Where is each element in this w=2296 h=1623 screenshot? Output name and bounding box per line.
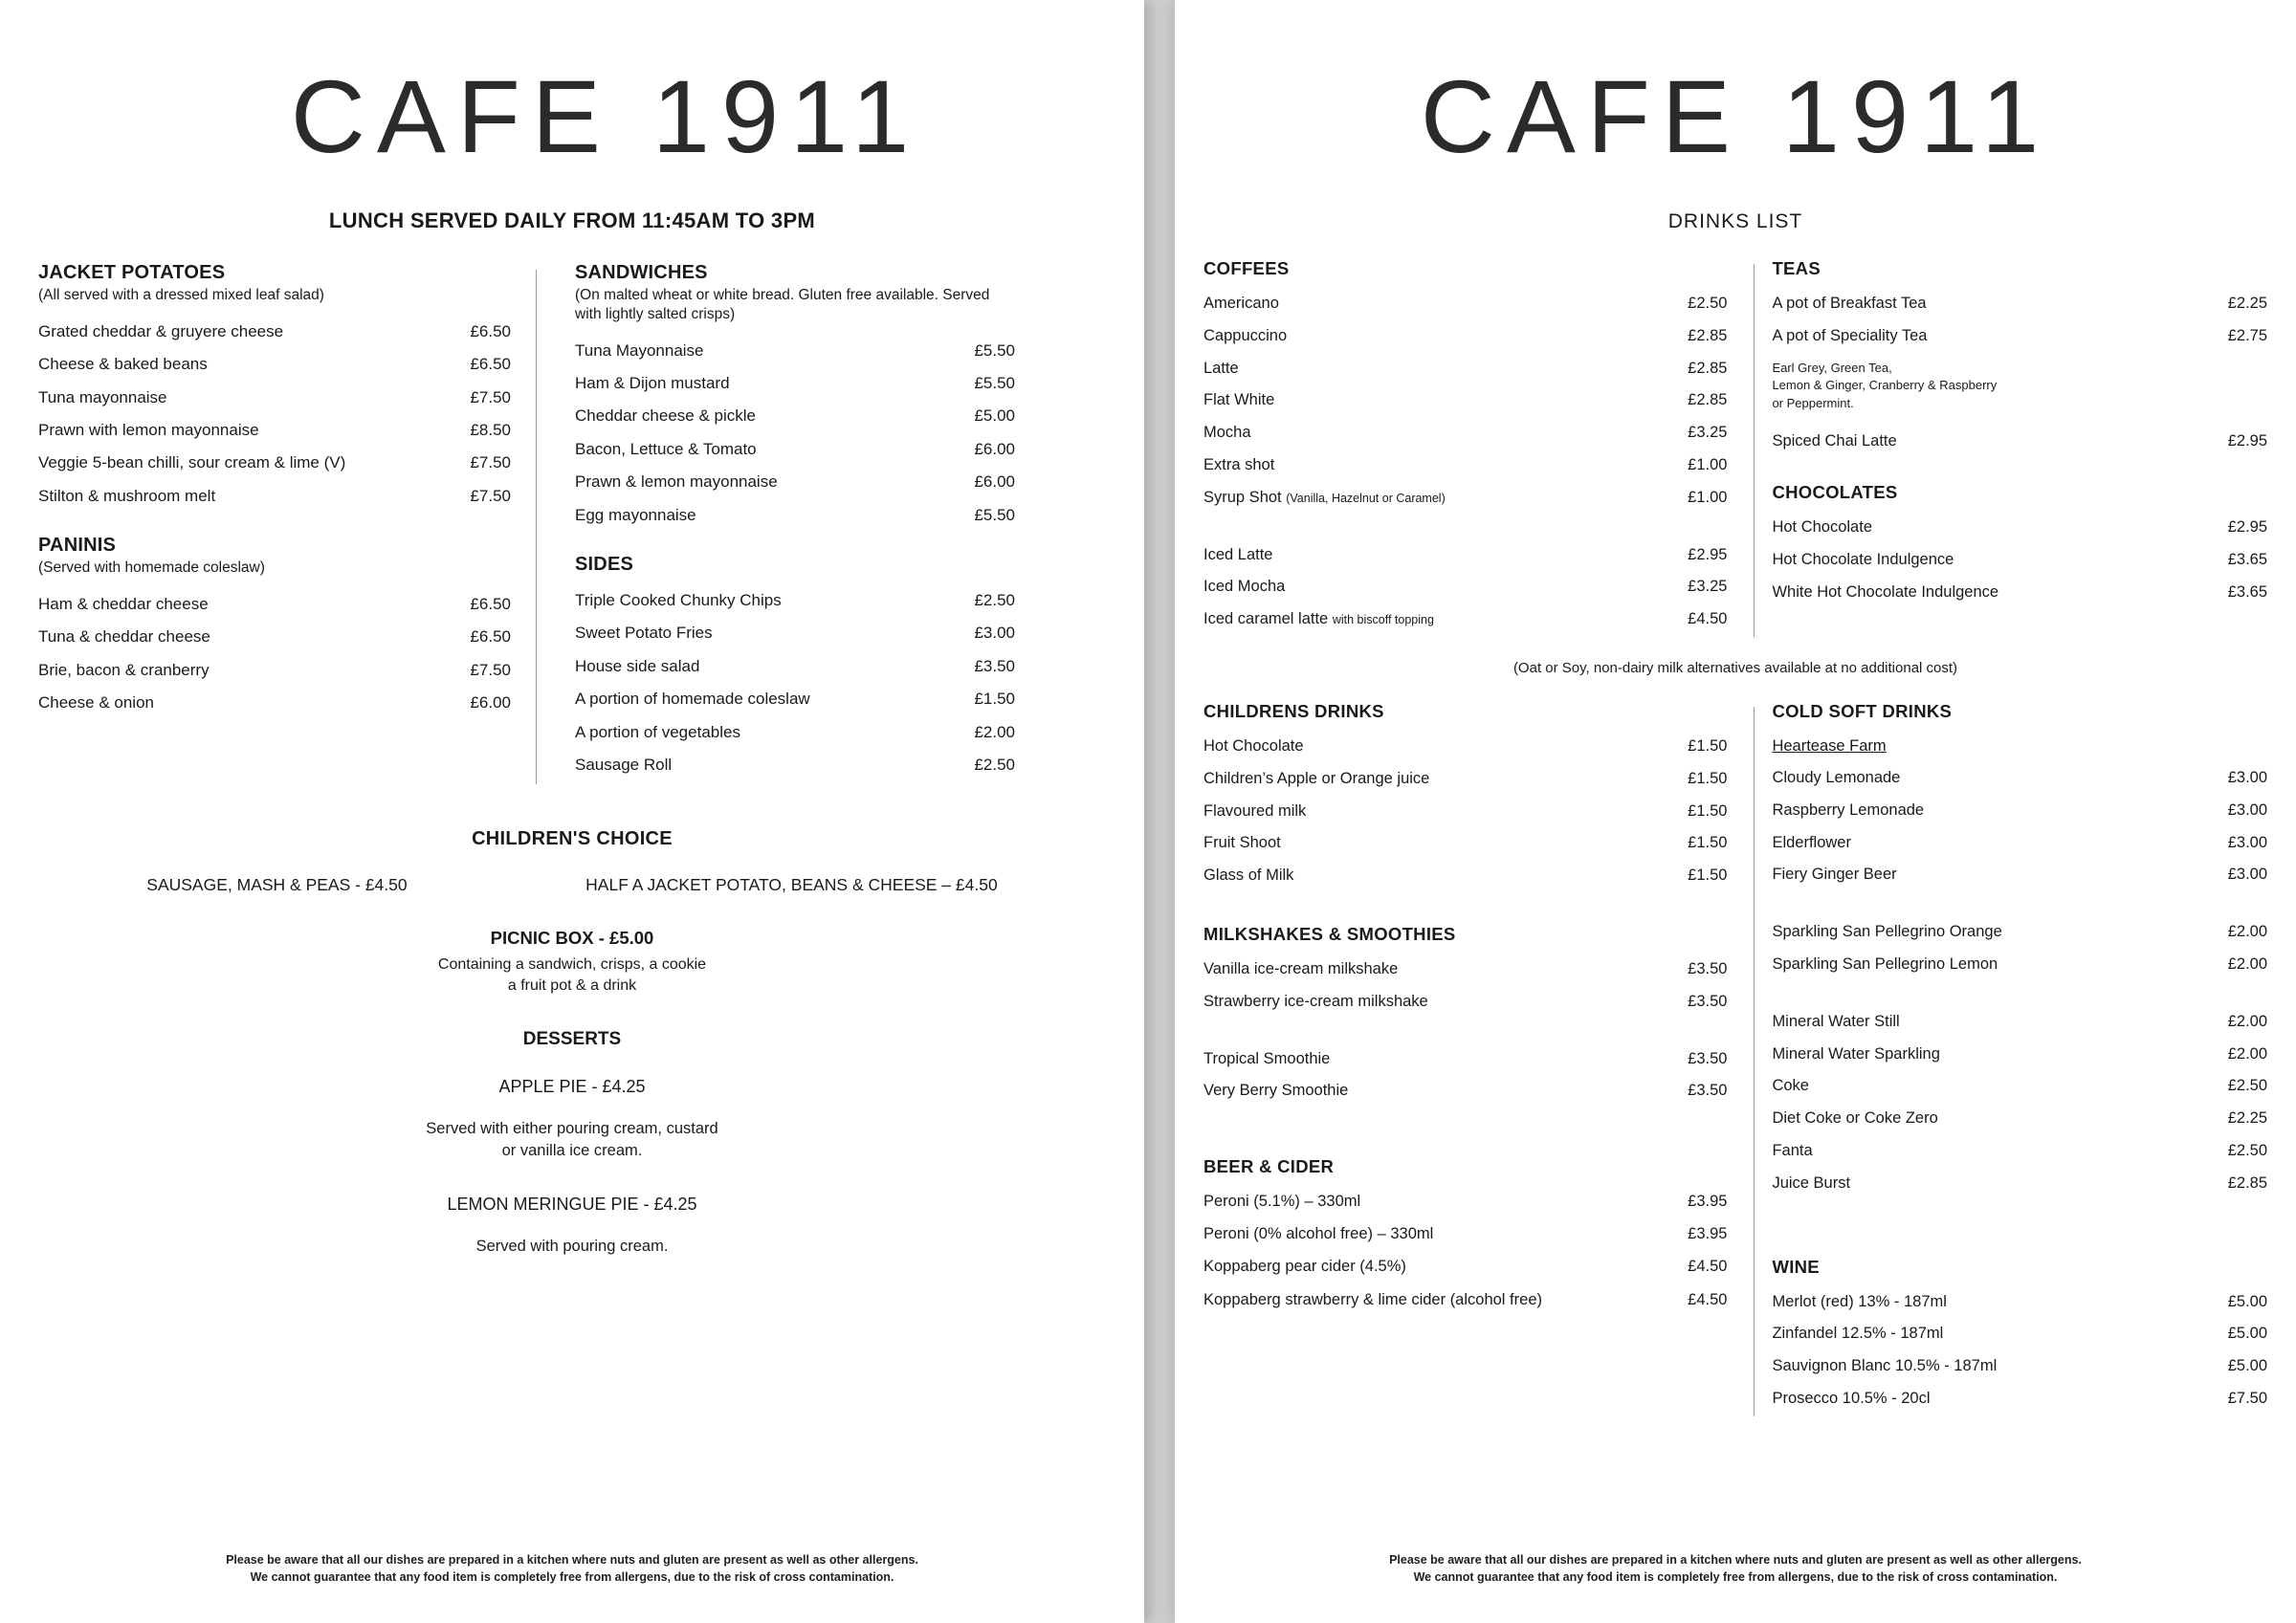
item-price: £4.50 xyxy=(1688,1290,1728,1308)
section-jacket-potatoes xyxy=(38,262,511,506)
item-name: Elderflower xyxy=(1772,833,1851,851)
drink-item xyxy=(1772,1142,2267,1161)
item-price: £5.00 xyxy=(2227,1292,2268,1310)
dessert-desc-line2: or vanilla ice cream. xyxy=(501,1141,643,1159)
drink-item xyxy=(1203,834,1727,853)
item-price: £4.50 xyxy=(1688,1257,1728,1275)
childrens-drinks-title: CHILDRENS DRINKS xyxy=(1203,700,1384,721)
item-price: £2.00 xyxy=(2227,954,2268,973)
picnic-box-line2: a fruit pot & a drink xyxy=(507,976,637,994)
item-name: Iced Latte xyxy=(1203,545,1273,563)
teas-chocolates-column xyxy=(1772,258,2267,643)
menu-item xyxy=(38,388,511,407)
menu-item xyxy=(38,627,511,647)
item-price: £2.00 xyxy=(2227,1044,2268,1063)
drink-item xyxy=(1203,993,1727,1012)
menu-item xyxy=(575,657,1015,676)
item-price: £6.50 xyxy=(470,627,511,647)
item-price: £1.50 xyxy=(1688,736,1728,755)
item-name: Sparkling San Pellegrino Orange xyxy=(1772,923,2002,941)
item-price: £2.95 xyxy=(2227,517,2268,536)
item-name: Cheese & baked beans xyxy=(38,355,208,374)
drinks-list-subtitle: DRINKS LIST xyxy=(1667,210,1803,232)
item-name: Sausage Roll xyxy=(575,755,673,774)
drink-item xyxy=(1772,327,2267,346)
drink-item xyxy=(1772,866,2267,885)
drink-item xyxy=(1772,955,2267,975)
desserts-title: DESSERTS xyxy=(522,1028,622,1049)
drink-item xyxy=(1772,518,2267,537)
drink-item xyxy=(1772,801,2267,821)
item-price: £1.50 xyxy=(974,690,1015,709)
drink-item xyxy=(1203,391,1727,410)
drink-item xyxy=(1203,866,1727,886)
item-name: Flavoured milk xyxy=(1203,801,1307,820)
item-price: £3.50 xyxy=(1688,1082,1728,1100)
item-price: £2.25 xyxy=(2227,1109,2268,1128)
item-name-main: Iced caramel latte xyxy=(1203,610,1329,628)
item-name: Strawberry ice-cream milkshake xyxy=(1203,992,1428,1010)
dessert-lemon-meringue: LEMON MERINGUE PIE - £4.25 xyxy=(447,1194,697,1214)
item-price: £1.00 xyxy=(1688,488,1728,506)
item-name: Sparkling San Pellegrino Lemon xyxy=(1772,954,1998,973)
drink-item xyxy=(1203,802,1727,822)
chocolates-title: CHOCOLATES xyxy=(1772,481,1898,502)
drink-item xyxy=(1203,1290,1727,1310)
item-name: Iced Mocha xyxy=(1203,578,1286,596)
item-price: £5.00 xyxy=(2227,1357,2268,1375)
item-name: Mineral Water Sparkling xyxy=(1772,1044,1940,1063)
paninis-title: PANINIS xyxy=(38,535,117,557)
item-price: £3.50 xyxy=(1688,992,1728,1010)
drink-item xyxy=(1772,1109,2267,1129)
menu-item xyxy=(575,472,1015,492)
cold-drinks-wine-column xyxy=(1772,701,2267,1422)
section-childrens-choice xyxy=(38,828,1106,996)
menu-item xyxy=(575,624,1015,643)
item-price: £4.50 xyxy=(1688,610,1728,628)
drink-item xyxy=(1203,578,1727,597)
item-price: £2.85 xyxy=(1688,359,1728,377)
menu-item xyxy=(575,723,1015,742)
item-name: A portion of vegetables xyxy=(575,722,740,741)
drink-item xyxy=(1203,327,1727,346)
item-name: Coke xyxy=(1772,1077,1809,1095)
item-name: Juice Burst xyxy=(1772,1173,1851,1192)
jacket-potatoes-title: JACKET POTATOES xyxy=(38,262,226,283)
item-name: Mocha xyxy=(1203,424,1251,442)
item-price: £3.00 xyxy=(2227,866,2268,884)
menu-item xyxy=(38,322,511,341)
speciality-note-line3: or Peppermint. xyxy=(1772,396,1854,411)
picnic-box-line1: Containing a sandwich, crisps, a cookie xyxy=(437,956,707,974)
heartease-farm-heading: Heartease Farm xyxy=(1772,736,1887,755)
drink-item xyxy=(1772,834,2267,853)
drink-item xyxy=(1203,1082,1727,1101)
item-name: Fruit Shoot xyxy=(1203,834,1281,852)
item-name: Tropical Smoothie xyxy=(1203,1049,1331,1067)
beer-cider-title: BEER & CIDER xyxy=(1203,1156,1335,1177)
drink-item xyxy=(1203,610,1727,629)
milkshakes-title: MILKSHAKES & SMOOTHIES xyxy=(1203,923,1456,944)
item-name: Cheddar cheese & pickle xyxy=(575,406,757,426)
item-price: £1.50 xyxy=(1688,834,1728,852)
drink-item xyxy=(1203,1258,1727,1277)
item-name: Mineral Water Still xyxy=(1772,1012,1900,1030)
item-price: £1.50 xyxy=(1688,769,1728,787)
item-price: £2.25 xyxy=(2227,295,2268,312)
item-price: £2.75 xyxy=(2227,326,2268,344)
item-price: £3.50 xyxy=(974,656,1015,675)
wine-title: WINE xyxy=(1772,1256,1820,1277)
item-name: Tuna & cheddar cheese xyxy=(38,627,210,647)
menu-item xyxy=(38,595,511,614)
allergen-footer-line2: We cannot guarantee that any food item is completely free from allergens, due to the risk of cross contamination. xyxy=(250,1570,894,1585)
cafe-logo-right: CAFE 1911 xyxy=(1420,58,2051,174)
menu-item xyxy=(575,374,1015,393)
drinks-menu-page xyxy=(1175,0,2296,1623)
item-name: Ham & cheddar cheese xyxy=(38,595,209,613)
item-name: Fiery Ginger Beer xyxy=(1772,866,1897,884)
item-name: Extra shot xyxy=(1203,455,1275,473)
jacket-potatoes-note: (All served with a dressed mixed leaf salad) xyxy=(38,287,324,303)
item-price: £6.00 xyxy=(974,439,1015,458)
item-price: £5.00 xyxy=(2227,1325,2268,1343)
item-name: Prawn with lemon mayonnaise xyxy=(38,421,259,439)
drink-item xyxy=(1203,489,1727,508)
item-name: Veggie 5-bean chilli, sour cream & lime (V) xyxy=(38,453,346,472)
item-name: Koppaberg pear cider (4.5%) xyxy=(1203,1257,1406,1275)
allergen-footer-left xyxy=(0,1551,1144,1588)
drink-item xyxy=(1772,1077,2267,1096)
item-price: £8.50 xyxy=(470,421,511,439)
item-name: Prawn & lemon mayonnaise xyxy=(575,472,778,492)
drink-item xyxy=(1772,551,2267,570)
item-price: £6.00 xyxy=(974,472,1015,492)
item-price: £6.00 xyxy=(470,693,511,713)
item-price: £2.50 xyxy=(1688,295,1728,312)
item-name: Americano xyxy=(1203,295,1279,312)
item-name: A pot of Speciality Tea xyxy=(1772,326,1928,344)
childrens-option-left: SAUSAGE, MASH & PEAS - £4.50 xyxy=(146,875,408,895)
drink-item xyxy=(1772,1390,2267,1409)
sandwiches-title: SANDWICHES xyxy=(575,262,708,283)
item-name: Vanilla ice-cream milkshake xyxy=(1203,959,1399,977)
item-name: Stilton & mushroom melt xyxy=(38,486,216,505)
item-price: £3.25 xyxy=(1688,424,1728,442)
cafe-logo-left: CAFE 1911 xyxy=(290,58,921,174)
drink-item xyxy=(1203,770,1727,789)
item-price: £2.50 xyxy=(974,755,1015,774)
item-price: £1.00 xyxy=(1688,455,1728,473)
item-price: £2.50 xyxy=(2227,1141,2268,1159)
menu-item xyxy=(575,406,1015,426)
vertical-divider xyxy=(1754,707,1755,1416)
item-price: £3.95 xyxy=(1688,1193,1728,1211)
drink-item xyxy=(1203,1050,1727,1069)
item-name xyxy=(1203,489,1459,508)
item-name: Very Berry Smoothie xyxy=(1203,1082,1349,1100)
menu-item xyxy=(38,693,511,713)
food-column-left xyxy=(38,262,536,803)
item-price: £2.00 xyxy=(2227,923,2268,941)
menu-item xyxy=(38,355,511,374)
item-name: Cheese & onion xyxy=(38,693,154,713)
item-price: £3.00 xyxy=(2227,801,2268,819)
food-column-right xyxy=(537,262,1015,803)
drink-item xyxy=(1772,1325,2267,1344)
allergen-footer-line1: Please be aware that all our dishes are prepared in a kitchen where nuts and gluten are present as well as other allergens. xyxy=(1389,1552,2082,1567)
item-price: £2.00 xyxy=(974,722,1015,741)
item-price: £3.25 xyxy=(1688,578,1728,596)
item-price: £3.00 xyxy=(2227,833,2268,851)
speciality-tea-note xyxy=(1772,360,2267,414)
item-name: Merlot (red) 13% - 187ml xyxy=(1772,1292,1947,1310)
item-name xyxy=(1203,610,1447,629)
item-price: £3.65 xyxy=(2227,582,2268,601)
menu-item xyxy=(575,440,1015,459)
drink-item xyxy=(1203,1193,1727,1212)
drink-item xyxy=(1203,424,1727,443)
item-price: £6.50 xyxy=(470,355,511,374)
drink-item xyxy=(1772,1174,2267,1194)
item-price: £2.00 xyxy=(2227,1012,2268,1030)
item-name: White Hot Chocolate Indulgence xyxy=(1772,582,1999,601)
item-name: Hot Chocolate xyxy=(1772,517,1872,536)
item-name-main: Syrup Shot xyxy=(1203,488,1282,506)
menu-item xyxy=(38,453,511,472)
drink-item xyxy=(1203,456,1727,475)
item-name: Tuna Mayonnaise xyxy=(575,340,704,360)
item-price: £3.65 xyxy=(2227,550,2268,568)
item-price: £5.50 xyxy=(974,505,1015,524)
drink-item xyxy=(1203,737,1727,757)
milk-alternatives-note: (Oat or Soy, non-dairy milk alternatives available at no additional cost) xyxy=(1512,659,1958,676)
dessert-apple-pie-desc xyxy=(38,1118,1106,1162)
childrens-milkshakes-beer-column xyxy=(1203,701,1736,1422)
item-price: £5.00 xyxy=(974,406,1015,426)
item-price: £2.85 xyxy=(1688,391,1728,409)
allergen-footer-line2: We cannot guarantee that any food item is completely free from allergens, due to the risk of cross contamination. xyxy=(1413,1570,2058,1585)
item-name: Koppaberg strawberry & lime cider (alcohol free) xyxy=(1203,1290,1542,1308)
item-price: £7.50 xyxy=(470,387,511,406)
item-name: A portion of homemade coleslaw xyxy=(575,690,810,709)
childrens-choice-options xyxy=(38,875,1106,895)
item-name: Cappuccino xyxy=(1203,326,1288,344)
drink-item xyxy=(1203,295,1727,314)
lunch-hours-subtitle: LUNCH SERVED DAILY FROM 11:45AM TO 3PM xyxy=(328,208,816,232)
item-price: £5.50 xyxy=(974,340,1015,360)
page-gap xyxy=(1144,0,1175,1623)
dessert-desc-line1: Served with either pouring cream, custard xyxy=(426,1119,718,1137)
menu-item xyxy=(575,341,1015,361)
item-name: Egg mayonnaise xyxy=(575,505,696,524)
section-desserts xyxy=(38,1029,1106,1258)
section-sides xyxy=(575,554,1015,775)
menu-item xyxy=(575,756,1015,775)
item-price: £2.85 xyxy=(2227,1173,2268,1192)
speciality-note-line1: Earl Grey, Green Tea, xyxy=(1772,360,1892,375)
drinks-columns-bottom xyxy=(1203,701,2267,1422)
item-price: £5.50 xyxy=(974,374,1015,393)
coffees-column xyxy=(1203,258,1736,643)
drink-item xyxy=(1772,432,2267,451)
drink-item xyxy=(1772,583,2267,603)
menu-item xyxy=(38,421,511,440)
item-name: Prosecco 10.5% - 20cl xyxy=(1772,1389,1931,1407)
drink-item xyxy=(1772,1293,2267,1312)
item-name: Bacon, Lettuce & Tomato xyxy=(575,439,757,458)
vertical-divider xyxy=(1754,264,1755,637)
picnic-box-title: PICNIC BOX - £5.00 xyxy=(490,928,654,949)
allergen-footer-right xyxy=(1175,1551,2296,1588)
item-price: £3.00 xyxy=(974,624,1015,643)
drink-item xyxy=(1772,923,2267,942)
item-name: House side salad xyxy=(575,656,700,675)
item-price: £2.95 xyxy=(1688,545,1728,563)
cold-soft-drinks-title: COLD SOFT DRINKS xyxy=(1772,700,1953,721)
item-name: Diet Coke or Coke Zero xyxy=(1772,1109,1938,1128)
item-price: £7.50 xyxy=(470,486,511,505)
drink-item xyxy=(1772,1045,2267,1064)
item-name: Zinfandel 12.5% - 187ml xyxy=(1772,1325,1944,1343)
coffees-title: COFFEES xyxy=(1203,258,1290,278)
item-name: Grated cheddar & gruyere cheese xyxy=(38,321,284,340)
teas-title: TEAS xyxy=(1772,258,1821,278)
childrens-option-right: HALF A JACKET POTATO, BEANS & CHEESE – £4.50 xyxy=(585,875,998,895)
drink-item xyxy=(1772,769,2267,788)
drink-item xyxy=(1772,1357,2267,1376)
food-columns xyxy=(38,262,1106,803)
item-name: Ham & Dijon mustard xyxy=(575,374,730,393)
paninis-note: (Served with homemade coleslaw) xyxy=(38,559,265,577)
allergen-footer-line1: Please be aware that all our dishes are prepared in a kitchen where nuts and gluten are present as well as other allergens. xyxy=(226,1552,918,1567)
item-price: £2.50 xyxy=(974,591,1015,609)
item-name-sub: with biscoff topping xyxy=(1332,613,1434,627)
drink-item xyxy=(1203,1225,1727,1244)
item-price: £7.50 xyxy=(470,453,511,472)
item-name: Fanta xyxy=(1772,1141,1813,1159)
sides-title: SIDES xyxy=(575,554,634,575)
item-name: Cloudy Lemonade xyxy=(1772,768,1901,786)
item-price: £3.00 xyxy=(2227,768,2268,786)
item-name: Flat White xyxy=(1203,391,1275,409)
item-price: £7.50 xyxy=(2227,1389,2268,1407)
item-name: Peroni (5.1%) – 330ml xyxy=(1203,1193,1361,1211)
item-price: £2.85 xyxy=(1688,326,1728,344)
item-price: £6.50 xyxy=(470,321,511,340)
menu-item xyxy=(38,661,511,680)
menu-item xyxy=(38,487,511,506)
item-name: Children’s Apple or Orange juice xyxy=(1203,769,1430,787)
item-name: Hot Chocolate xyxy=(1203,736,1304,755)
item-price: £3.50 xyxy=(1688,959,1728,977)
item-name: Peroni (0% alcohol free) – 330ml xyxy=(1203,1224,1434,1242)
sandwiches-note: (On malted wheat or white bread. Gluten free available. Served with lightly salted crisps) xyxy=(575,287,990,322)
drinks-columns-top xyxy=(1203,258,2267,643)
drink-item xyxy=(1203,960,1727,979)
item-price: £1.50 xyxy=(1688,866,1728,885)
speciality-note-line2: Lemon & Ginger, Cranberry & Raspberry xyxy=(1772,378,1998,393)
item-price: £2.95 xyxy=(2227,432,2268,450)
item-name: A pot of Breakfast Tea xyxy=(1772,295,1927,312)
childrens-choice-title: CHILDREN'S CHOICE xyxy=(472,828,673,850)
menu-item xyxy=(575,506,1015,525)
item-name: Latte xyxy=(1203,359,1239,377)
drink-item xyxy=(1203,360,1727,379)
item-name: Brie, bacon & cranberry xyxy=(38,660,210,679)
drink-item xyxy=(1772,1013,2267,1032)
item-price: £1.50 xyxy=(1688,801,1728,820)
item-name: Spiced Chai Latte xyxy=(1772,432,1897,450)
section-sandwiches xyxy=(575,262,1015,525)
item-name: Triple Cooked Chunky Chips xyxy=(575,591,782,609)
menu-item xyxy=(575,591,1015,610)
item-name: Raspberry Lemonade xyxy=(1772,801,1925,819)
item-name: Tuna mayonnaise xyxy=(38,387,167,406)
item-name: Hot Chocolate Indulgence xyxy=(1772,550,1954,568)
dessert-lemon-meringue-desc: Served with pouring cream. xyxy=(475,1237,669,1255)
drink-item xyxy=(1203,546,1727,565)
item-price: £7.50 xyxy=(470,660,511,679)
item-price: £6.50 xyxy=(470,595,511,613)
food-menu-page xyxy=(0,0,1144,1623)
menu-item xyxy=(575,690,1015,709)
item-name-sub: (Vanilla, Hazelnut or Caramel) xyxy=(1286,491,1446,505)
item-name: Glass of Milk xyxy=(1203,866,1294,885)
dessert-apple-pie: APPLE PIE - £4.25 xyxy=(498,1076,646,1096)
item-name: Sweet Potato Fries xyxy=(575,624,713,643)
item-name: Sauvignon Blanc 10.5% - 187ml xyxy=(1772,1357,1998,1375)
drink-item xyxy=(1772,295,2267,314)
item-price: £3.95 xyxy=(1688,1224,1728,1242)
item-price: £2.50 xyxy=(2227,1077,2268,1095)
item-price: £3.50 xyxy=(1688,1049,1728,1067)
section-paninis xyxy=(38,535,511,713)
